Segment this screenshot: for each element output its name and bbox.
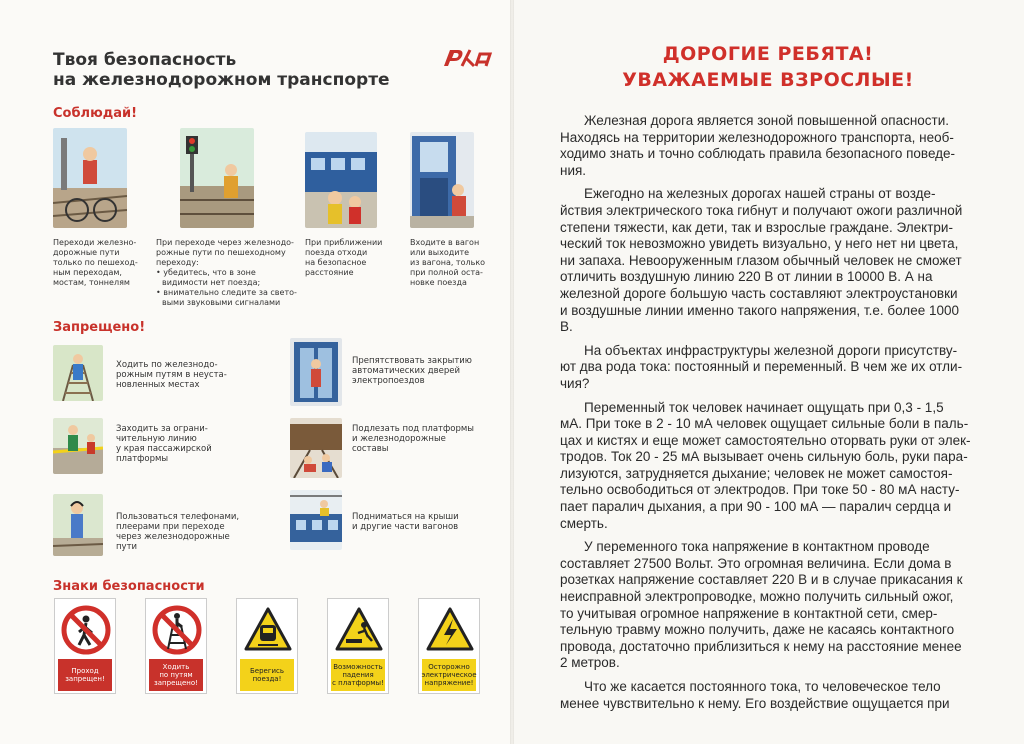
climbing-roof-icon (290, 490, 342, 550)
page-fold (510, 0, 514, 744)
paragraph-4: Переменный ток человек начинает ощущать при 0,3 - 1,5 мА. При токе в 2 - 10 мА человек ощущает сильные боли в паль- цах и кистях и еще может самостоятельно оторвать руки от элек- тродов. Ток 20 - 25 мА вызывает очень сильную боль, руки пара- лизуются, затрудняется дыхание; человек не может самостоя- тельно освободиться от электродов. При токе 50 - 80 мА насту- пает паралич дыхания, а при 90 - 100 мА — паралич сердца и смерть. (560, 399, 971, 531)
forbidden-caption-3: Заходить за ограни- чительную линию у края пассажирской платформы (116, 424, 212, 464)
section-heading-forbidden: Запрещено! (53, 320, 146, 335)
phone-headphones-icon (53, 494, 103, 556)
section-heading-observe: Соблюдай! (53, 106, 138, 121)
sign-label: Берегись поезда! (240, 659, 294, 691)
forbidden-caption-1: Ходить по железнодо- рожным путям в неуста- новленных местах (116, 360, 227, 390)
sign-label: Осторожно электрическое напряжение! (422, 659, 476, 691)
paragraph-3: На объектах инфраструктуры железной дороги присутству- ют два рода тока: постоянный и переменный. В чем же их отли- чия? (560, 342, 963, 391)
walking-on-tracks-icon (53, 345, 103, 401)
forbidden-caption-5: Пользоваться телефонами, плеерами при переходе через железнодорожные пути (116, 512, 240, 552)
leaflet-title (53, 50, 393, 90)
greeting-title-line-2: УВАЖАЕМЫЕ ВЗРОСЛЫЕ! (622, 69, 914, 91)
sign-label: Ходить по путям запрещено! (149, 659, 203, 691)
pedestrian-crossing-icon (180, 128, 254, 228)
sign-platform-fall (327, 598, 389, 694)
sign-label: Проход запрещен! (58, 659, 112, 691)
sign-label: Возможность падения с платформы! (331, 659, 385, 691)
sign-electric-shock (418, 598, 480, 694)
sign-train-warning (236, 598, 298, 694)
climbing-under-icon (290, 418, 342, 478)
cyclist-crossing-icon (53, 128, 127, 228)
no-passage-sign-icon (61, 605, 111, 655)
no-walking-tracks-sign-icon (152, 605, 202, 655)
sign-no-walking-tracks (145, 598, 207, 694)
title-line: Твоя безопасность (53, 50, 237, 70)
train-warning-sign-icon (243, 605, 293, 655)
train-door-icon (410, 132, 474, 228)
forbidden-caption-2: Препятствовать закрытию автоматических дверей электропоездов (352, 356, 472, 386)
observe-caption-1: Переходи железно- дорожные пути только по пешеход- ным переходам, мостам, тоннелям (53, 238, 138, 287)
article-body (560, 113, 1000, 719)
forbidden-caption-4: Подлезать под платформы и железнодорожные составы (352, 424, 474, 454)
train-approach-icon (305, 132, 377, 228)
observe-caption-4: Входите в вагон или выходите из вагона, только при полной оста- новке поезда (410, 238, 486, 287)
platform-fall-sign-icon (334, 605, 384, 655)
observe-caption-3: При приближении поезда отходи на безопасное расстояние (305, 238, 383, 277)
forbidden-caption-6: Подниматься на крыши и другие части вагонов (352, 512, 459, 532)
blocking-doors-icon (290, 338, 342, 406)
paragraph-1: Железная дорога является зоной повышенной опасности. Находясь на территории железнодорожного транспорта, необ- ходимо знать и точно соблюдать правила безопасного поведе- ния. (560, 113, 956, 178)
electric-shock-sign-icon (425, 605, 475, 655)
platform-edge-icon (53, 418, 103, 474)
section-heading-signs: Знаки безопасности (53, 579, 205, 594)
paragraph-6: Что же касается постоянного тока, то человеческое тело менее чувствительно к нему. Его воздействие ощущается при (560, 679, 950, 711)
sign-no-passage (54, 598, 116, 694)
greeting-title-line-1: ДОРОГИЕ РЕБЯТА! (662, 43, 874, 65)
paragraph-2: Ежегодно на железных дорогах нашей страны от возде- йствия электрического тока гибнут и получают ожоги различной степени тяжести, как дети, так и взрослые граждане. Электри- ческий ток невозможно увидеть визуально, у него нет ни цвета, ни запаха. Невооруженным глазом обычный человек не сможет отличить воздушную линию 220 В от линии в 10000 В. А на железной дороге большую часть составляют электроустановки и воздушные линии именно такого напряжения, т.е. более 1000 В. (560, 186, 963, 335)
observe-caption-2: При переходе через железнодо- рожные пути по пешеходному переходу: • убедитесь, что в зоне видимости нет поезда; • внимательно следите за свето- выми звуковыми сигналами (156, 238, 297, 307)
paragraph-5: У переменного тока напряжение в контактном проводе составляет 27500 Вольт. Это огромная величина. Если дома в розетках напряжение составляет 220 В и в случае прикасания к неисправной электропроводке, можно получить сильный ожог, то учитывая огромное напряжение в контактной сети, смер- тельную травму можно получить, даже не касаясь контактного провода, достаточно приблизиться к нему на расстояние менее 2 метров. (560, 539, 963, 671)
title-line: на железнодорожном транспорте (53, 70, 390, 90)
rzd-logo-icon (440, 46, 494, 70)
